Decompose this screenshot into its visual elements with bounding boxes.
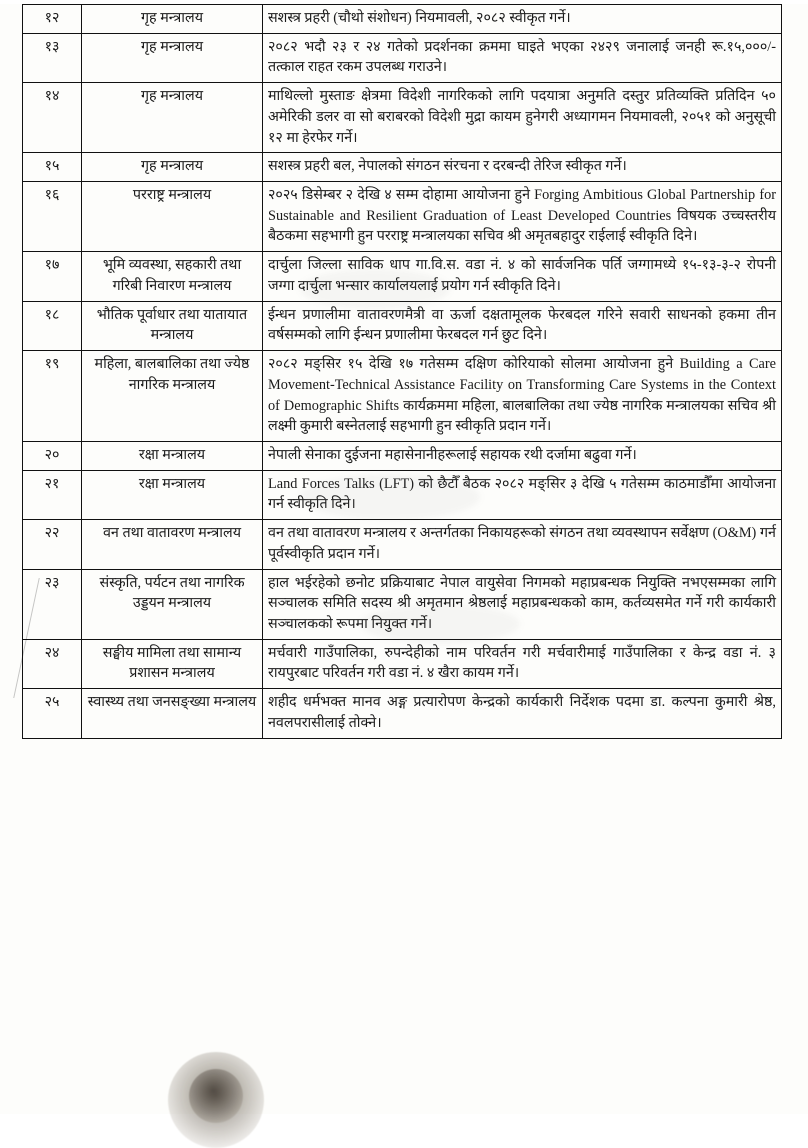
row-decision-detail: २०८२ भदौ २३ र २४ गतेको प्रदर्शनका क्रममा घाइते भएका २४२९ जनालाई जनही रू.१५,०००/- तत्काल राहत रकम उपलब्ध गराउने। xyxy=(263,33,782,82)
table-row xyxy=(23,351,782,442)
row-decision-detail: सशस्त्र प्रहरी (चौथो संशोधन) नियमावली, २०८२ स्वीकृत गर्ने। xyxy=(263,5,782,34)
table-row xyxy=(23,5,782,34)
row-serial-number: १७ xyxy=(23,252,82,301)
row-decision-detail: २०८२ मङ्सिर १५ देखि १७ गतेसम्म दक्षिण कोरियाको सोलमा आयोजना हुने Building a Care Movement-Technical Assistance Facility on Transforming Care Systems in the Context of Demographic Shifts कार्यक्रममा महिला, बालबालिका तथा ज्येष्ठ नागरिक मन्त्रालयका सचिव श्री लक्ष्मी कुमारी बस्नेतलाई सहभागी हुन स्वीकृति प्रदान गर्ने। xyxy=(263,351,782,442)
table-row xyxy=(23,639,782,688)
row-decision-detail: हाल भईरहेको छनोट प्रक्रियाबाट नेपाल वायुसेवा निगमको महाप्रबन्धक नियुक्ति नभएसम्मका लागि सञ्चालक समिति सदस्य श्री अमृतमान श्रेष्ठलाई महाप्रबन्धकको काम, कर्तव्यसमेत गर्ने गरी कार्यकारी सञ्चालकको रूपमा नियुक्त गर्ने। xyxy=(263,569,782,639)
seal-emblem xyxy=(189,1069,243,1123)
row-decision-detail: मर्चवारी गाउँपालिका, रुपन्देहीको नाम परिवर्तन गरी मर्चवारीमाई गाउँपालिका र केन्द्र वडा नं. ३ रायपुरबाट परिवर्तन गरी वडा नं. ४ खैरा कायम गर्ने। xyxy=(263,639,782,688)
row-decision-detail: माथिल्लो मुस्ताङ क्षेत्रमा विदेशी नागरिकको लागि पदयात्रा अनुमति दस्तुर प्रतिव्यक्ति प्रतिदिन ५० अमेरिकी डलर वा सो बराबरको विदेशी मुद्रा कायम हुनेगरी अध्यागमन नियमावली, २०५१ को अनुसूची १२ मा हेरफेर गर्ने। xyxy=(263,83,782,153)
table-row xyxy=(23,153,782,182)
row-serial-number: १९ xyxy=(23,351,82,442)
table-row xyxy=(23,520,782,569)
row-serial-number: १६ xyxy=(23,182,82,252)
row-ministry: महिला, बालबालिका तथा ज्येष्ठ नागरिक मन्त्रालय xyxy=(82,351,263,442)
row-ministry: संस्कृति, पर्यटन तथा नागरिक उड्डयन मन्त्रालय xyxy=(82,569,263,639)
row-ministry: रक्षा मन्त्रालय xyxy=(82,441,263,470)
table-row xyxy=(23,182,782,252)
table-row xyxy=(23,441,782,470)
row-serial-number: २३ xyxy=(23,569,82,639)
row-serial-number: २५ xyxy=(23,689,82,738)
row-ministry: परराष्ट्र मन्त्रालय xyxy=(82,182,263,252)
table-row xyxy=(23,33,782,82)
row-ministry: सङ्घीय मामिला तथा सामान्य प्रशासन मन्त्रालय xyxy=(82,639,263,688)
row-serial-number: १५ xyxy=(23,153,82,182)
row-decision-detail: ईन्धन प्रणालीमा वातावरणमैत्री वा ऊर्जा दक्षतामूलक फेरबदल गरिने सवारी साधनको हकमा तीन वर्षसम्मको लागि ईन्धन प्रणालीमा फेरबदल गर्न छुट दिने। xyxy=(263,301,782,350)
row-ministry: गृह मन्त्रालय xyxy=(82,83,263,153)
table-row xyxy=(23,252,782,301)
row-serial-number: १८ xyxy=(23,301,82,350)
table-row xyxy=(23,569,782,639)
table-row xyxy=(23,689,782,738)
document-page xyxy=(0,4,808,1114)
row-ministry: भौतिक पूर्वाधार तथा यातायात मन्त्रालय xyxy=(82,301,263,350)
row-ministry: रक्षा मन्त्रालय xyxy=(82,470,263,519)
row-decision-detail: शहीद धर्मभक्त मानव अङ्ग प्रत्यारोपण केन्द्रको कार्यकारी निर्देशक पदमा डा. कल्पना कुमारी श्रेष्ठ, नवलपरासीलाई तोक्ने। xyxy=(263,689,782,738)
row-serial-number: २१ xyxy=(23,470,82,519)
row-ministry: भूमि व्यवस्था, सहकारी तथा गरिबी निवारण मन्त्रालय xyxy=(82,252,263,301)
row-ministry: गृह मन्त्रालय xyxy=(82,153,263,182)
row-serial-number: १३ xyxy=(23,33,82,82)
table-row xyxy=(23,470,782,519)
row-ministry: वन तथा वातावरण मन्त्रालय xyxy=(82,520,263,569)
row-serial-number: २४ xyxy=(23,639,82,688)
official-seal-stamp xyxy=(168,1052,264,1148)
row-decision-detail: दार्चुला जिल्ला साविक धाप गा.वि.स. वडा नं. ४ को सार्वजनिक पर्ति जग्गामध्ये १५-१३-३-२ रोपनी जग्गा दार्चुला भन्सार कार्यालयलाई प्रयोग गर्न स्वीकृति दिने। xyxy=(263,252,782,301)
table-row xyxy=(23,83,782,153)
row-decision-detail: वन तथा वातावरण मन्त्रालय र अन्तर्गतका निकायहरूको संगठन तथा व्यवस्थापन सर्वेक्षण (O&M) गर्न पूर्वस्वीकृति प्रदान गर्ने। xyxy=(263,520,782,569)
table-row xyxy=(23,301,782,350)
row-serial-number: १२ xyxy=(23,5,82,34)
row-decision-detail: २०२५ डिसेम्बर २ देखि ४ सम्म दोहामा आयोजना हुने Forging Ambitious Global Partnership for Sustainable and Resilient Graduation of Least Developed Countries विषयक उच्चस्तरीय बैठकमा सहभागी हुन परराष्ट्र मन्त्रालयका सचिव श्री अमृतबहादुर राईलाई स्वीकृति दिने। xyxy=(263,182,782,252)
row-ministry: गृह मन्त्रालय xyxy=(82,33,263,82)
row-decision-detail: नेपाली सेनाका दुईजना महासेनानीहरूलाई सहायक रथी दर्जामा बढुवा गर्ने। xyxy=(263,441,782,470)
decisions-table xyxy=(22,4,782,739)
row-serial-number: २२ xyxy=(23,520,82,569)
row-ministry: गृह मन्त्रालय xyxy=(82,5,263,34)
row-decision-detail: सशस्त्र प्रहरी बल, नेपालको संगठन संरचना र दरबन्दी तेरिज स्वीकृत गर्ने। xyxy=(263,153,782,182)
row-serial-number: २० xyxy=(23,441,82,470)
row-serial-number: १४ xyxy=(23,83,82,153)
row-decision-detail: Land Forces Talks (LFT) को छैटौँ बैठक २०८२ मङ्सिर ३ देखि ५ गतेसम्म काठमाडौँमा आयोजना गर्न स्वीकृति दिने। xyxy=(263,470,782,519)
row-ministry: स्वास्थ्य तथा जनसङ्ख्या मन्त्रालय xyxy=(82,689,263,738)
